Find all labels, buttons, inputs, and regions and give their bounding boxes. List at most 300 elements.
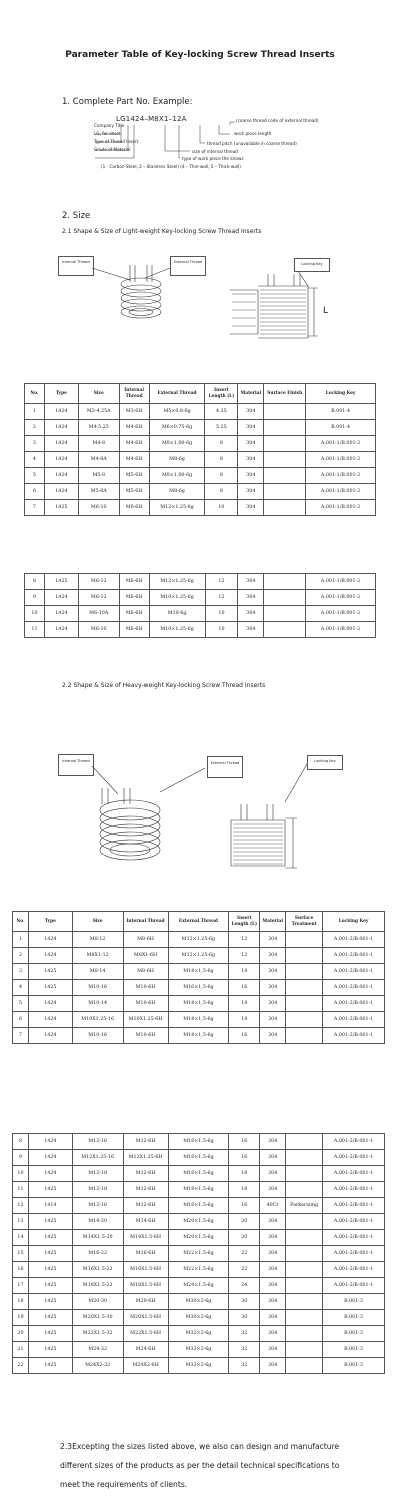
heavy-internal-callout [58, 754, 94, 776]
cell-internal-thread: M8X1-6H [123, 948, 168, 964]
cell-surface [286, 996, 323, 1012]
code-x: X [158, 115, 164, 123]
cell-insert-length: 4.25 [205, 404, 238, 420]
table-row [13, 1230, 385, 1246]
cell-external-thread: M30×2-6g [168, 1310, 229, 1326]
cell-no: 13 [13, 1214, 29, 1230]
cell-internal-thread: M8-6H [123, 964, 168, 980]
table-row [25, 436, 376, 452]
label-coarse: (coarse thread code of external thread) [236, 118, 319, 123]
cell-insert-length: 10 [205, 500, 238, 516]
cell-internal-thread: M24X2-6H [123, 1358, 168, 1374]
cell-surface [264, 606, 306, 622]
cell-internal-thread: M5-6H [119, 484, 149, 500]
internal-thread-callout [58, 256, 94, 276]
cell-internal-thread: M12-6H [123, 1166, 168, 1182]
cell-type: 1425 [28, 1278, 72, 1294]
cell-material: 304 [238, 622, 264, 638]
label-grade: Grade of Material [94, 147, 131, 152]
cell-material: 304 [260, 1134, 286, 1150]
cell-external-thread: M16×1.5-6g [168, 1134, 229, 1150]
cell-size: M10X1.25-16 [72, 1012, 123, 1028]
cell-no: 17 [13, 1278, 29, 1294]
cell-no: 8 [13, 1134, 29, 1150]
cell-external-thread: M8×1.00-6g [149, 468, 205, 484]
cell-external-thread: M10×1.25-6g [149, 622, 205, 638]
cell-internal-thread: M4-6H [119, 420, 149, 436]
table-row [13, 1198, 385, 1214]
col-insert-length: Insert Length (L) [205, 384, 238, 404]
cell-locking-key: A.001-2/B.001-1 [323, 932, 385, 948]
cell-surface [286, 1278, 323, 1294]
col-size: Size [72, 912, 123, 932]
cell-size: M3-4.25A [78, 404, 119, 420]
cell-material: 304 [260, 1342, 286, 1358]
cell-locking-key: B.001-4 [306, 404, 376, 420]
cell-type: 1425 [44, 574, 78, 590]
cell-insert-length: 30 [229, 1310, 260, 1326]
cell-size: M14-20 [72, 1214, 123, 1230]
cell-locking-key: A.001-2/B.001-1 [323, 1230, 385, 1246]
cell-no: 4 [25, 452, 45, 468]
cell-internal-thread: M12-6H [123, 1134, 168, 1150]
cell-no: 8 [25, 574, 45, 590]
cell-material: 304 [260, 932, 286, 948]
cell-internal-thread: M10X1.25-6H [123, 1012, 168, 1028]
cell-material: 304 [238, 484, 264, 500]
cell-no: 7 [25, 500, 45, 516]
cell-type: 1425 [28, 1294, 72, 1310]
cell-internal-thread: M10-6H [123, 1028, 168, 1044]
cell-external-thread: M12×1.25-6g [149, 574, 205, 590]
external-thread-label: External Thread [173, 260, 203, 264]
light-heading: 2.1 Shape & Size of Light-weight Key-locking Screw Thread Inserts [62, 228, 262, 235]
cell-surface [286, 1246, 323, 1262]
cell-size: M12-16 [72, 1198, 123, 1214]
internal-thread-label: Internal Thread [62, 260, 90, 264]
label-work-length: work piece length [234, 131, 272, 136]
cell-size: M12X1.25-16 [72, 1150, 123, 1166]
table-row [13, 1012, 385, 1028]
cell-external-thread: M5×0.8-6g [149, 404, 205, 420]
cell-type: 1425 [28, 964, 72, 980]
code-a: A [181, 115, 187, 123]
cell-surface [286, 1358, 323, 1374]
cell-surface [264, 484, 306, 500]
table-row [13, 932, 385, 948]
cell-locking-key: A.001-2/B.001-1 [323, 964, 385, 980]
cell-size: M6-12 [78, 574, 119, 590]
cell-internal-thread: M6-6H [119, 500, 149, 516]
cell-internal-thread: M6-6H [119, 606, 149, 622]
cell-insert-length: 16 [229, 1198, 260, 1214]
cell-surface [286, 1134, 323, 1150]
cell-material: 304 [260, 996, 286, 1012]
cell-no: 10 [25, 606, 45, 622]
cell-external-thread: M20×1.5-6g [168, 1214, 229, 1230]
cell-external-thread: M22×1.5-6g [168, 1262, 229, 1278]
cell-size: M6-10 [78, 500, 119, 516]
cell-insert-length: 20 [229, 1214, 260, 1230]
cell-type: 1425 [28, 1326, 72, 1342]
cell-size: M22X1.5-32 [72, 1326, 123, 1342]
cell-no: 3 [13, 964, 29, 980]
cell-insert-length: 32 [229, 1326, 260, 1342]
page-title: Parameter Table of Key-locking Screw Thread Inserts [65, 50, 335, 60]
cell-insert-length: 10 [205, 622, 238, 638]
cell-locking-key: B.001-3 [323, 1294, 385, 1310]
cell-no: 2 [25, 420, 45, 436]
cell-size: M18X1.5-22 [72, 1278, 123, 1294]
cell-material: 304 [260, 1326, 286, 1342]
cell-no: 21 [13, 1342, 29, 1358]
cell-size: M8X1-12 [72, 948, 123, 964]
cell-insert-length: 8 [205, 436, 238, 452]
label-knows: type of work piece the knows [182, 156, 244, 161]
cell-locking-key: A.001-2/B.001-1 [323, 948, 385, 964]
cell-external-thread: M8-6g [149, 452, 205, 468]
col-material: Material [238, 384, 264, 404]
cell-size: M4-5.25 [78, 420, 119, 436]
cell-locking-key: A.001-1/B.001-2 [306, 484, 376, 500]
locking-key-callout [294, 258, 330, 272]
cell-size: M24-32 [72, 1342, 123, 1358]
cell-external-thread: M8-6g [149, 484, 205, 500]
cell-insert-length: 5.25 [205, 420, 238, 436]
cell-no: 22 [13, 1358, 29, 1374]
cell-material: 304 [260, 1028, 286, 1044]
cell-internal-thread: M6-6H [119, 590, 149, 606]
cell-internal-thread: M5-6H [119, 468, 149, 484]
cell-material: 304 [260, 948, 286, 964]
col-external-thread: External Thread [168, 912, 229, 932]
cell-external-thread: M16×1.5-6g [168, 1166, 229, 1182]
cell-surface [286, 932, 323, 948]
cell-locking-key: A.001-2/B.001-1 [323, 1166, 385, 1182]
cell-type: 1424 [28, 1166, 72, 1182]
cell-locking-key: B.001-3 [323, 1310, 385, 1326]
cell-type: 1425 [28, 1342, 72, 1358]
table-row [13, 1166, 385, 1182]
label-pitch: thread pitch (unavailable in coarse thread) [207, 141, 297, 146]
cell-surface [286, 964, 323, 980]
cell-no: 20 [13, 1326, 29, 1342]
cell-size: M20-30 [72, 1294, 123, 1310]
cell-size: M14X1.5-20 [72, 1230, 123, 1246]
table-row [13, 996, 385, 1012]
cell-size: M8-14 [72, 964, 123, 980]
cell-type: 1425 [28, 1230, 72, 1246]
cell-material: 304 [260, 1294, 286, 1310]
cell-no: 1 [13, 932, 29, 948]
table-row [25, 420, 376, 436]
cell-surface [286, 1294, 323, 1310]
light-insert-illustration [90, 260, 180, 340]
cell-surface [286, 1012, 323, 1028]
code-12: 12 [172, 115, 182, 123]
cell-type: 1424 [44, 420, 78, 436]
cell-locking-key: A.001-1/B.001-2 [306, 468, 376, 484]
cell-internal-thread: M6-6H [119, 574, 149, 590]
cell-no: 16 [13, 1262, 29, 1278]
cell-no: 18 [13, 1294, 29, 1310]
cell-size: M5-8A [78, 484, 119, 500]
cell-insert-length: 8 [205, 468, 238, 484]
cell-locking-key: B.001-4 [306, 420, 376, 436]
cell-locking-key: A.001-1/B.001-2 [306, 590, 376, 606]
cell-material: 304 [260, 1166, 286, 1182]
cell-external-thread: M12×1.25-6g [168, 948, 229, 964]
cell-internal-thread: M12-6H [123, 1182, 168, 1198]
cell-surface [286, 1166, 323, 1182]
table-row [25, 452, 376, 468]
cell-external-thread: M22×1.5-6g [168, 1246, 229, 1262]
cell-material: 304 [238, 574, 264, 590]
col-internal-thread: Internal Thread [119, 384, 149, 404]
cell-no: 11 [25, 622, 45, 638]
cell-surface [286, 1230, 323, 1246]
cell-no: 9 [13, 1150, 29, 1166]
cell-external-thread: M8×1.00-6g [149, 436, 205, 452]
cell-no: 5 [13, 996, 29, 1012]
cell-external-thread: M14×1.5-6g [168, 996, 229, 1012]
cell-insert-length: 16 [229, 1134, 260, 1150]
cell-internal-thread: M12-6H [123, 1198, 168, 1214]
col-external-thread: External Thread [149, 384, 205, 404]
cell-no: 1 [25, 404, 45, 420]
cell-material: 304 [260, 980, 286, 996]
cell-surface [286, 1262, 323, 1278]
col-internal-thread: Internal Thread [123, 912, 168, 932]
cell-locking-key: A.001-2/B.001-1 [323, 1246, 385, 1262]
cell-type: 1424 [44, 468, 78, 484]
cell-locking-key: A.001-2/B.001-1 [323, 1262, 385, 1278]
cell-type: 1425 [28, 980, 72, 996]
cell-surface [286, 1182, 323, 1198]
cell-material: 304 [238, 436, 264, 452]
table-row [13, 1246, 385, 1262]
cell-size: M4-8A [78, 452, 119, 468]
cell-type: 1425 [28, 1310, 72, 1326]
cell-size: M4-8 [78, 436, 119, 452]
cell-external-thread: M6×0.75-6g [149, 420, 205, 436]
table-row [13, 1262, 385, 1278]
cell-external-thread: M20×1.5-6g [168, 1230, 229, 1246]
label-lg: LG, for short [94, 131, 121, 136]
table-row [13, 1326, 385, 1342]
col-insert-length: Insert Length (L) [229, 912, 260, 932]
heavy-heading: 2.2 Shape & Size of Heavy-weight Key-locking Screw Thread Inserts [62, 682, 266, 689]
cell-insert-length: 32 [229, 1342, 260, 1358]
cell-surface [264, 404, 306, 420]
cell-surface [264, 420, 306, 436]
cell-type: 1424 [28, 996, 72, 1012]
col-no: No. [25, 384, 45, 404]
table-row [25, 484, 376, 500]
cell-material: 304 [238, 404, 264, 420]
heavy-insert-illustration [90, 760, 210, 880]
label-internal: size of internal thread [192, 149, 238, 154]
cell-insert-length: 14 [229, 996, 260, 1012]
cell-type: 1414 [28, 1198, 72, 1214]
cell-material: 304 [238, 420, 264, 436]
cell-size: M16X1.5-22 [72, 1262, 123, 1278]
code-lg: LG [116, 115, 126, 123]
cell-no: 10 [13, 1166, 29, 1182]
cell-internal-thread: M24-6H [123, 1342, 168, 1358]
table-row [25, 622, 376, 638]
cell-surface [286, 948, 323, 964]
cell-external-thread: M16×1.5-6g [168, 1198, 229, 1214]
cell-insert-length: 12 [229, 932, 260, 948]
cell-locking-key: A.001-1/B.001-2 [306, 606, 376, 622]
label-type: Type of Thread Insert [94, 139, 139, 144]
cell-material: 304 [238, 590, 264, 606]
cell-size: M5-8 [78, 468, 119, 484]
cell-type: 1424 [28, 948, 72, 964]
cell-surface [264, 452, 306, 468]
cell-surface [286, 1342, 323, 1358]
heavy-locking-label: Locking Key [314, 759, 336, 763]
cell-type: 1424 [44, 622, 78, 638]
cell-external-thread: M30×2-6g [168, 1294, 229, 1310]
cell-insert-length: 16 [229, 1028, 260, 1044]
table-row [13, 1150, 385, 1166]
label-company: Company Title [94, 123, 125, 128]
cell-insert-length: 8 [205, 452, 238, 468]
code-4: 4 [139, 115, 145, 123]
cell-surface [264, 590, 306, 606]
cell-insert-length: 18 [229, 1166, 260, 1182]
cell-surface [264, 622, 306, 638]
cell-no: 6 [13, 1012, 29, 1028]
col-surface: Surface Finish [264, 384, 306, 404]
cell-size: M6-12 [78, 590, 119, 606]
col-locking-key: Locking Key [323, 912, 385, 932]
col-surface: Surface Treatment [286, 912, 323, 932]
cell-material: 304 [260, 964, 286, 980]
cell-no: 5 [25, 468, 45, 484]
cell-material: 40Cr [260, 1198, 286, 1214]
table-row [13, 964, 385, 980]
cell-insert-length: 24 [229, 1278, 260, 1294]
cell-locking-key: A.001-2/B.001-1 [323, 1028, 385, 1044]
cell-internal-thread: M3-6H [119, 404, 149, 420]
cell-insert-length: 20 [229, 1230, 260, 1246]
cell-type: 1425 [28, 1262, 72, 1278]
cell-no: 14 [13, 1230, 29, 1246]
cell-internal-thread: M22X1.5-6H [123, 1326, 168, 1342]
col-locking-key: Locking Key [306, 384, 376, 404]
table-row [25, 606, 376, 622]
code-dash2: – [168, 115, 173, 123]
cell-surface [286, 1150, 323, 1166]
table-row [25, 468, 376, 484]
table-row [13, 1342, 385, 1358]
cell-type: 1424 [44, 436, 78, 452]
cell-internal-thread: M4-6H [119, 436, 149, 452]
table-row [13, 948, 385, 964]
cell-type: 1424 [44, 606, 78, 622]
col-type: Type [28, 912, 72, 932]
cell-no: 12 [13, 1198, 29, 1214]
cell-internal-thread: M10-6H [123, 996, 168, 1012]
table-row [13, 1134, 385, 1150]
cell-internal-thread: M6-6H [119, 622, 149, 638]
length-l-label: L [323, 306, 329, 316]
cell-insert-length: 12 [205, 590, 238, 606]
table-row [25, 590, 376, 606]
cell-type: 1424 [28, 1012, 72, 1028]
cell-size: M12-16 [72, 1134, 123, 1150]
cell-no: 19 [13, 1310, 29, 1326]
cell-size: M8-12 [72, 932, 123, 948]
table-row [25, 500, 376, 516]
code-1: 1 [163, 115, 169, 123]
cell-material: 304 [260, 1182, 286, 1198]
cell-size: M24X2-32 [72, 1358, 123, 1374]
cell-no: 7 [13, 1028, 29, 1044]
cell-surface [286, 1326, 323, 1342]
cell-insert-length: 16 [229, 1150, 260, 1166]
heavy-internal-label: Internal Thread [62, 759, 90, 763]
cell-external-thread: M10-6g [149, 606, 205, 622]
table-row [13, 1358, 385, 1374]
cell-locking-key: A.001-2/B.001-1 [323, 1182, 385, 1198]
cell-locking-key: B.001-3 [323, 1358, 385, 1374]
cell-type: 1425 [28, 1182, 72, 1198]
cell-external-thread: M33×2-6g [168, 1358, 229, 1374]
cell-locking-key: A.001-2/B.001-1 [323, 1214, 385, 1230]
code-dash1: – [144, 115, 149, 123]
cell-no: 6 [25, 484, 45, 500]
cell-locking-key: A.001-2/B.001-1 [323, 1198, 385, 1214]
cell-internal-thread: M14X1.5-6H [123, 1230, 168, 1246]
cell-material: 304 [260, 1230, 286, 1246]
cell-external-thread: M33×2-6g [168, 1342, 229, 1358]
cell-surface [286, 1310, 323, 1326]
cell-locking-key: B.001-3 [323, 1326, 385, 1342]
cell-size: M10-16 [72, 980, 123, 996]
cell-locking-key: A.001-1/B.001-2 [306, 500, 376, 516]
cell-type: 1424 [44, 452, 78, 468]
cell-type: 1425 [28, 1358, 72, 1374]
cell-external-thread: M32×2-6g [168, 1326, 229, 1342]
cell-no: 11 [13, 1182, 29, 1198]
table-row [13, 1214, 385, 1230]
heavy-external-label: External Thread [210, 761, 240, 765]
cell-locking-key: A.001-1/B.001-2 [306, 622, 376, 638]
cell-locking-key: A.001-2/B.001-1 [323, 1150, 385, 1166]
cell-internal-thread: M18X1.5-6H [123, 1278, 168, 1294]
cell-size: M12-18 [72, 1166, 123, 1182]
cell-material: 304 [238, 452, 264, 468]
cell-locking-key: A.001-2/B.001-1 [323, 1278, 385, 1294]
cell-internal-thread: M4-6H [119, 452, 149, 468]
cell-locking-key: A.001-1/B.001-2 [306, 436, 376, 452]
cell-surface [286, 980, 323, 996]
cell-external-thread: M14×1.5-6g [168, 1028, 229, 1044]
cell-surface [264, 574, 306, 590]
table-row [25, 404, 376, 420]
table-row [13, 1310, 385, 1326]
cell-material: 304 [238, 606, 264, 622]
cell-type: 1424 [44, 404, 78, 420]
cell-no: 2 [13, 948, 29, 964]
cell-surface [264, 500, 306, 516]
cell-external-thread: M14×1.5-6g [168, 964, 229, 980]
code-14: 14 [125, 115, 136, 123]
